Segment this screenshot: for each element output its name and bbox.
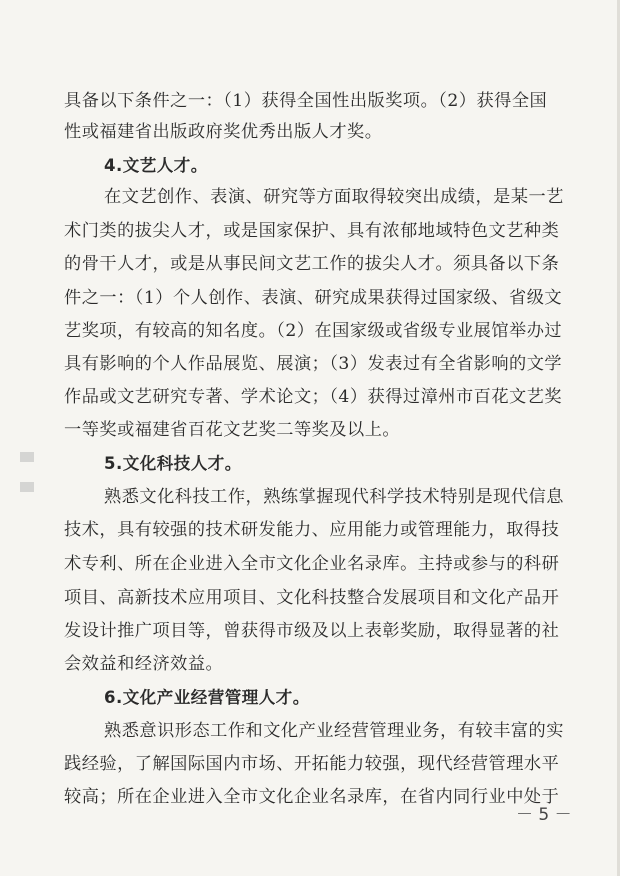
body-line: 一等奖或福建省百花文艺奖二等奖及以上。 bbox=[64, 420, 401, 440]
body-line: 术专利、所在企业进入全市文化企业名录库。主持或参与的科研 bbox=[64, 554, 560, 574]
body-line: 术门类的拔尖人才，或是国家保护、具有浓郁地域特色文艺种类 bbox=[64, 221, 560, 241]
body-line: 具有影响的个人作品展览、展演；（3）发表过有全省影响的文学 bbox=[64, 354, 563, 374]
section-heading-industry-management: 6.文化产业经营管理人才。 bbox=[104, 688, 310, 707]
body-line: 性或福建省出版政府奖优秀出版人才奖。 bbox=[64, 122, 383, 142]
body-line: 熟悉意识形态工作和文化产业经营管理业务，有较丰富的实 bbox=[104, 721, 564, 741]
body-line: 项目、高新技术应用项目、文化科技整合发展项目和文化产品开 bbox=[64, 588, 560, 608]
body-line: 践经验，了解国际国内市场、开拓能力较强，现代经营管理水平 bbox=[64, 754, 560, 774]
body-line: 会效益和经济效益。 bbox=[64, 654, 224, 674]
body-line: 作品或文艺研究专著、学术论文；（4）获得过漳州市百花文艺奖 bbox=[64, 387, 563, 407]
body-line: 艺奖项，有较高的知名度。（2）在国家级或省级专业展馆举办过 bbox=[64, 321, 563, 341]
body-line: 具备以下条件之一：（1）获得全国性出版奖项。（2）获得全国 bbox=[64, 91, 548, 111]
body-line: 较高；所在企业进入全市文化企业名录库，在省内同行业中处于 bbox=[64, 787, 560, 807]
body-line: 技术，具有较强的技术研发能力、应用能力或管理能力，取得技 bbox=[64, 520, 560, 540]
binding-hole-mark bbox=[20, 452, 34, 462]
section-heading-literature-art: 4.文艺人才。 bbox=[104, 156, 208, 175]
section-heading-culture-tech: 5.文化科技人才。 bbox=[104, 454, 242, 473]
body-line: 件之一：（1）个人创作、表演、研究成果获得过国家级、省级文 bbox=[64, 288, 563, 308]
body-line: 熟悉文化科技工作，熟练掌握现代科学技术特别是现代信息 bbox=[104, 487, 564, 507]
body-line: 发设计推广项目等，曾获得市级及以上表彰奖励，取得显著的社 bbox=[64, 621, 560, 641]
body-line: 在文艺创作、表演、研究等方面取得较突出成绩，是某一艺 bbox=[104, 187, 564, 207]
page-number: － 5 － bbox=[516, 805, 572, 825]
binding-hole-mark bbox=[20, 482, 34, 492]
body-line: 的骨干人才，或是从事民间文艺工作的拔尖人才。须具备以下条 bbox=[64, 254, 560, 274]
